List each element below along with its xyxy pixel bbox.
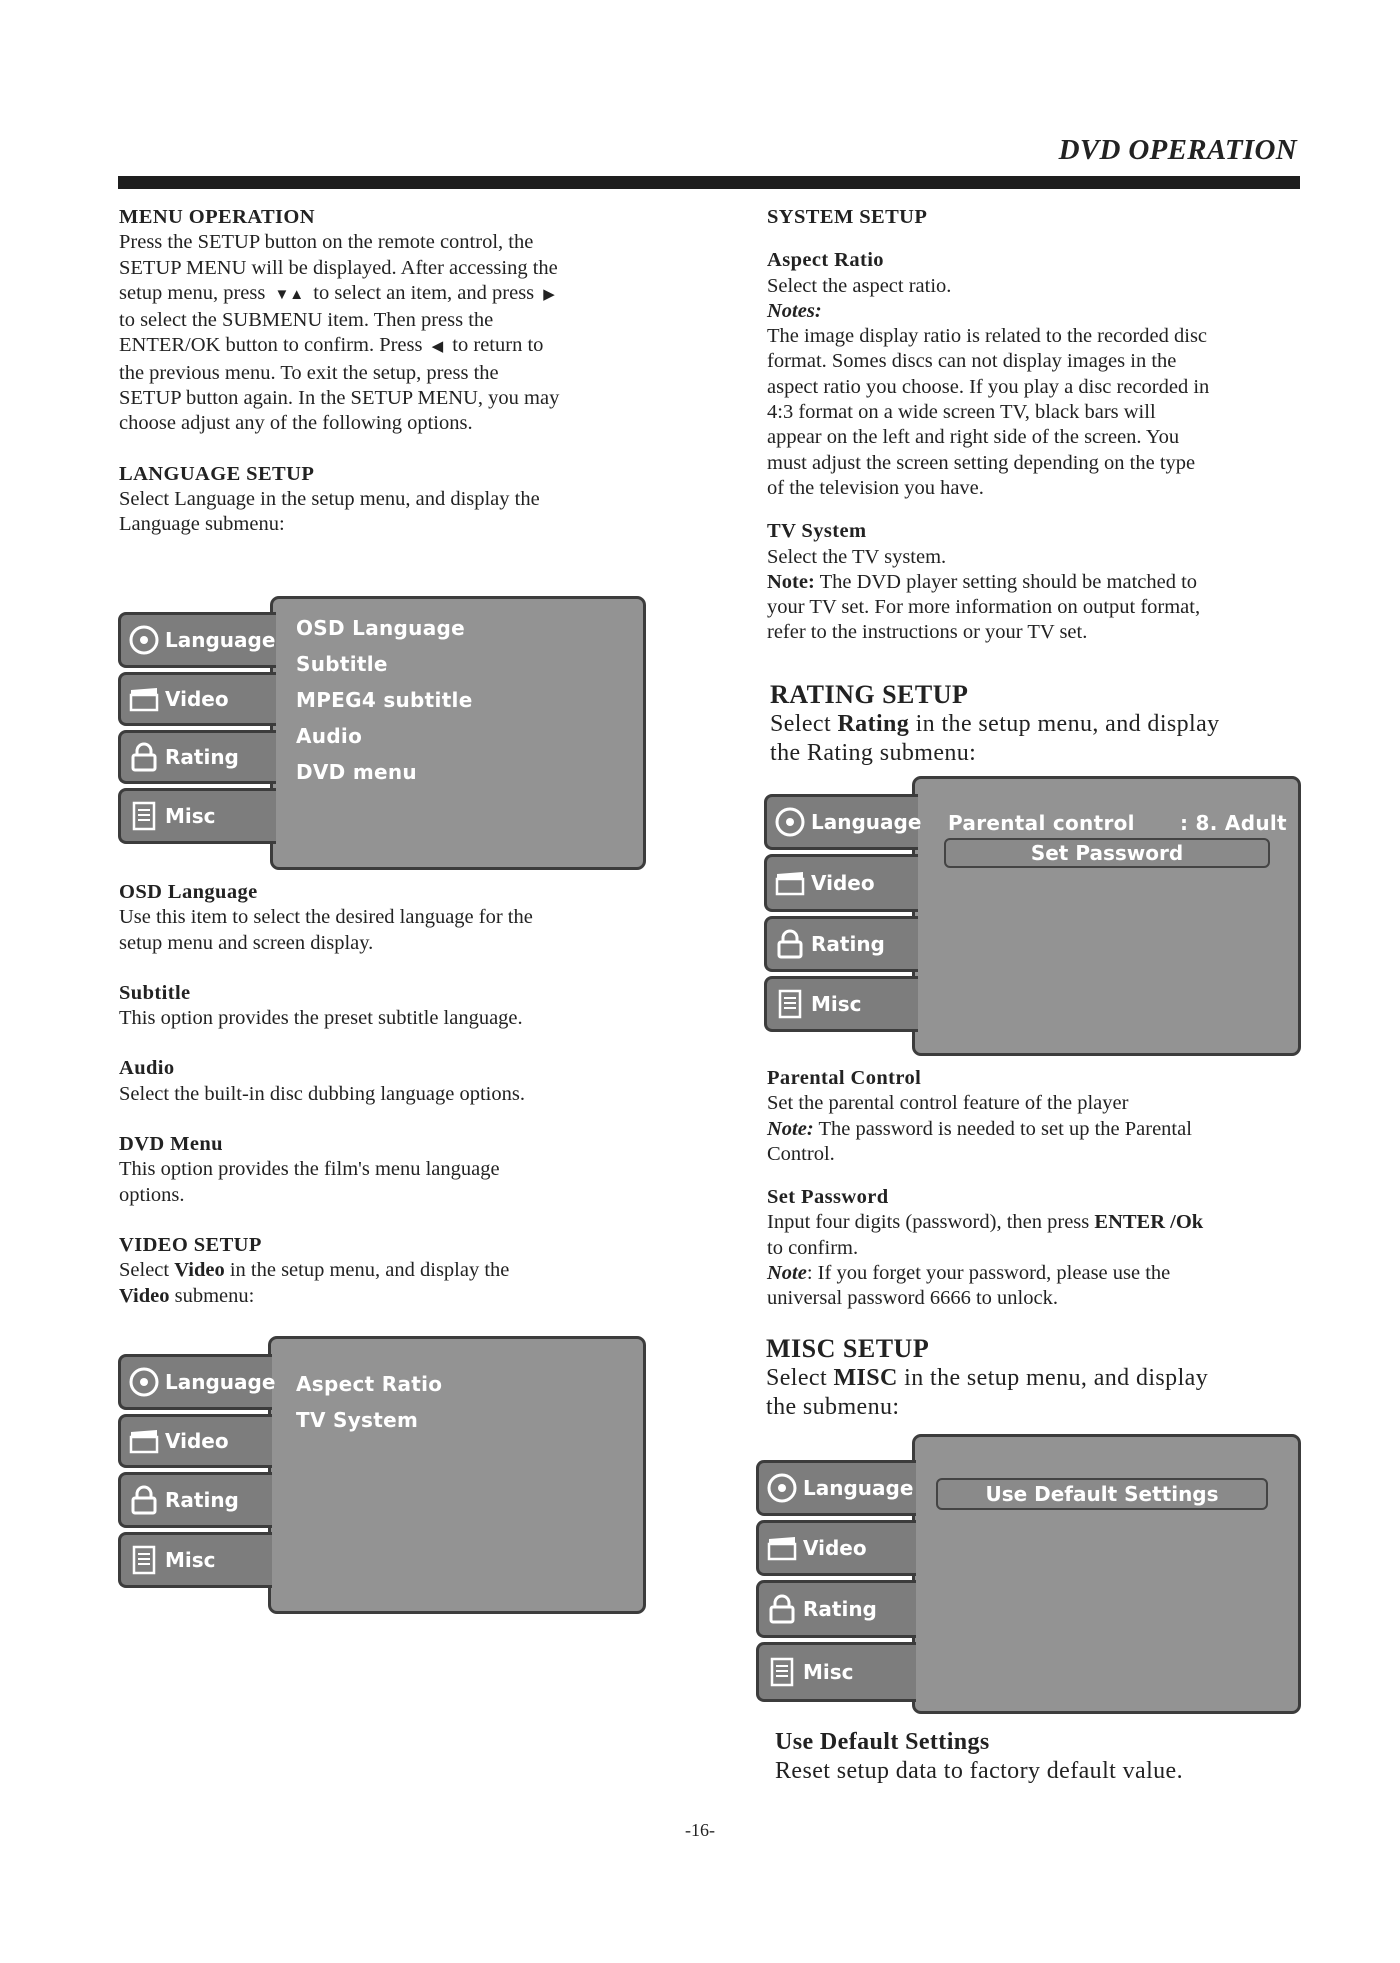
rating-lock-icon	[129, 1485, 159, 1515]
paragraph-fragment: The DVD player setting should be matched to	[819, 570, 1198, 593]
paragraph-line: Reset setup data to factory default value.	[775, 1758, 1183, 1784]
menu-tab-label: Misc	[803, 1660, 854, 1684]
paragraph-line: The image display ratio is related to the recorded disc	[767, 325, 1208, 348]
paragraph-fragment: to return to	[452, 334, 544, 357]
paragraph-bold: ENTER /Ok	[1094, 1211, 1204, 1234]
menu-option-mpeg4-subtitle[interactable]: MPEG4 subtitle	[296, 688, 473, 712]
audio-heading: Audio	[119, 1057, 175, 1080]
paragraph-line: This option provides the preset subtitle language.	[119, 1007, 523, 1030]
paragraph-line: aspect ratio you choose. If you play a disc recorded in	[767, 375, 1210, 398]
paragraph-fragment: Select	[119, 1259, 170, 1282]
paragraph-fragment: in the setup menu, and display	[904, 1365, 1209, 1391]
paragraph-bold: Video	[174, 1259, 225, 1282]
language-disc-icon	[767, 1473, 797, 1503]
paragraph-line: universal password 6666 to unlock.	[767, 1287, 1058, 1310]
paragraph-bold: Rating	[837, 711, 910, 737]
spacer	[767, 1167, 1307, 1185]
paragraph-line	[119, 281, 659, 308]
language-options-section	[119, 880, 659, 1309]
menu-operation-section	[119, 205, 659, 538]
menu-option-osd-language[interactable]: OSD Language	[296, 616, 465, 640]
rating-setup-heading: RATING SETUP	[770, 680, 969, 709]
menu-tab-language[interactable]	[118, 612, 276, 668]
menu-option-aspect-ratio[interactable]: Aspect Ratio	[296, 1372, 443, 1396]
paragraph-line: refer to the instructions or your TV set.	[767, 621, 1088, 644]
language-disc-icon	[129, 625, 159, 655]
paragraph-fragment: ENTER/OK button to confirm. Press	[119, 334, 423, 357]
menu-tab-video[interactable]	[118, 672, 276, 726]
menu-option-audio[interactable]: Audio	[296, 724, 363, 748]
paragraph-line: must adjust the screen setting depending on the type	[767, 451, 1196, 474]
menu-tab-label: Rating	[165, 1488, 239, 1512]
use-default-settings-button[interactable]: Use Default Settings	[936, 1478, 1268, 1510]
parental-control-heading: Parental Control	[767, 1067, 922, 1089]
paragraph-line: the submenu:	[766, 1394, 900, 1420]
menu-tab-label: Misc	[165, 1548, 216, 1572]
paragraph-line: 4:3 format on a wide screen TV, black bars will	[767, 401, 1156, 424]
paragraph-line: Press the SETUP button on the remote control, the	[119, 231, 534, 254]
page-number: -16-	[685, 1820, 715, 1840]
misc-submenu-screen	[756, 1434, 1301, 1714]
spacer	[119, 956, 659, 981]
paragraph-line: choose adjust any of the following options.	[119, 412, 473, 435]
paragraph-line: your TV set. For more information on output format,	[767, 596, 1201, 619]
misc-setup-heading: MISC SETUP	[766, 1334, 930, 1363]
paragraph-line: setup menu and screen display.	[119, 931, 374, 954]
use-default-heading: Use Default Settings	[775, 1729, 990, 1755]
rating-lock-icon	[129, 742, 159, 772]
paragraph-fragment: Select	[766, 1365, 828, 1391]
spacer	[767, 230, 1307, 248]
menu-tab-label: Language	[165, 1370, 276, 1394]
language-disc-icon	[775, 807, 805, 837]
paragraph-line	[766, 1364, 1306, 1393]
note-label: Note	[767, 1262, 807, 1285]
paragraph-fragment: in the setup menu, and display	[915, 711, 1220, 737]
paragraph-line	[119, 333, 659, 360]
set-password-button[interactable]: Set Password	[944, 838, 1270, 868]
menu-tab-misc[interactable]	[764, 976, 918, 1032]
menu-tab-label: Video	[803, 1536, 867, 1560]
subtitle-heading: Subtitle	[119, 981, 191, 1004]
osd-language-heading: OSD Language	[119, 881, 258, 903]
language-disc-icon	[129, 1367, 159, 1397]
misc-document-icon	[775, 989, 805, 1019]
menu-tab-misc[interactable]	[756, 1642, 916, 1702]
video-clapper-icon	[775, 868, 805, 898]
aspect-ratio-heading: Aspect Ratio	[767, 249, 884, 272]
paragraph-line: Use this item to select the desired language for the	[119, 906, 533, 929]
menu-tab-rating[interactable]	[118, 730, 276, 784]
menu-tab-label: Video	[165, 1429, 229, 1453]
video-clapper-icon	[129, 1426, 159, 1456]
paragraph-line	[767, 1117, 1307, 1142]
paragraph-line: to confirm.	[767, 1236, 859, 1259]
paragraph-line	[119, 1284, 659, 1309]
paragraph-fragment: : If you forget your password, please use the	[806, 1262, 1171, 1285]
spacer	[119, 1208, 659, 1233]
paragraph-fragment: setup menu, press	[119, 281, 266, 304]
misc-document-icon	[767, 1657, 797, 1687]
paragraph-line: Select the built-in disc dubbing language options.	[119, 1082, 525, 1105]
paragraph-line: This option provides the film's menu language	[119, 1158, 500, 1181]
menu-option-dvd-menu[interactable]: DVD menu	[296, 760, 417, 784]
menu-tab-language[interactable]	[756, 1460, 916, 1516]
parental-control-section	[767, 1066, 1307, 1312]
misc-setup-section	[766, 1334, 1306, 1422]
paragraph-fragment: The password is needed to set up the Parental	[818, 1117, 1192, 1140]
language-setup-heading: LANGUAGE SETUP	[119, 462, 315, 485]
language-submenu-screen	[118, 596, 648, 870]
menu-tab-label: Misc	[165, 804, 216, 828]
menu-tab-video[interactable]	[118, 1414, 272, 1468]
paragraph-line: of the television you have.	[767, 476, 984, 499]
paragraph-line: SETUP MENU will be displayed. After accessing the	[119, 256, 558, 279]
header-rule	[118, 176, 1300, 189]
dvd-menu-heading: DVD Menu	[119, 1133, 223, 1156]
video-clapper-icon	[129, 684, 159, 714]
set-password-heading: Set Password	[767, 1186, 889, 1209]
menu-tab-label: Video	[165, 687, 229, 711]
paragraph-line	[770, 710, 1310, 739]
menu-tab-label: Misc	[811, 992, 862, 1016]
menu-option-subtitle[interactable]: Subtitle	[296, 652, 388, 676]
paragraph-line	[767, 1210, 1307, 1235]
video-clapper-icon	[767, 1533, 797, 1563]
menu-tab-label: Rating	[165, 745, 239, 769]
use-default-section	[775, 1728, 1305, 1786]
misc-document-icon	[129, 1545, 159, 1575]
menu-tab-label: Language	[811, 810, 922, 834]
menu-option-tv-system[interactable]: TV System	[296, 1408, 419, 1432]
paragraph-fragment: to select an item, and press	[313, 281, 535, 304]
misc-document-icon	[129, 801, 159, 831]
menu-tab-rating[interactable]	[756, 1580, 916, 1638]
menu-tab-misc[interactable]	[118, 1532, 272, 1588]
menu-tab-video[interactable]	[764, 854, 918, 912]
menu-operation-heading: MENU OPERATION	[119, 206, 315, 228]
paragraph-bold: Video	[119, 1284, 170, 1307]
right-arrow-icon: ▶	[543, 286, 555, 303]
submenu-panel	[912, 1434, 1301, 1714]
spacer	[119, 1031, 659, 1056]
menu-tab-label: Language	[803, 1476, 914, 1500]
paragraph-bold: MISC	[833, 1365, 898, 1391]
menu-tab-label: Language	[165, 628, 276, 652]
system-setup-section	[767, 205, 1307, 646]
paragraph-line: the previous menu. To exit the setup, press the	[119, 361, 499, 384]
down-up-arrows-icon: ▼▲	[274, 286, 305, 303]
menu-tab-video[interactable]	[756, 1520, 916, 1576]
paragraph-line: Language submenu:	[119, 513, 285, 536]
menu-tab-misc[interactable]	[118, 788, 276, 844]
paragraph-line	[767, 1261, 1307, 1286]
note-label: Note:	[767, 570, 815, 593]
paragraph-line: Control.	[767, 1142, 835, 1165]
menu-tab-language[interactable]	[764, 794, 922, 850]
menu-tab-language[interactable]	[118, 1354, 276, 1410]
notes-label: Notes:	[767, 299, 822, 322]
menu-tab-label: Rating	[811, 932, 885, 956]
rating-submenu-screen	[764, 776, 1301, 1056]
paragraph-line: appear on the left and right side of the screen. You	[767, 426, 1180, 449]
note-label: Note:	[767, 1117, 814, 1140]
video-submenu-screen	[118, 1336, 648, 1614]
paragraph-fragment: submenu:	[174, 1284, 255, 1307]
paragraph-line: format. Somes discs can not display images in the	[767, 350, 1177, 373]
paragraph-fragment: Select	[770, 711, 832, 737]
menu-tab-label: Video	[811, 871, 875, 895]
page-header-title: DVD OPERATION	[1058, 134, 1297, 166]
paragraph-line: options.	[119, 1183, 185, 1206]
spacer	[767, 501, 1307, 519]
paragraph-line: Select the aspect ratio.	[767, 274, 952, 297]
paragraph-line: Select the TV system.	[767, 545, 947, 568]
video-setup-heading: VIDEO SETUP	[119, 1233, 262, 1256]
menu-tab-label: Rating	[803, 1597, 877, 1621]
parental-control-label[interactable]: Parental control	[948, 811, 1135, 835]
menu-tab-rating[interactable]	[764, 916, 918, 972]
rating-setup-section	[770, 680, 1310, 768]
parental-control-value[interactable]: : 8. Adult	[1180, 811, 1287, 835]
tv-system-heading: TV System	[767, 520, 867, 543]
left-arrow-icon: ◀	[431, 339, 444, 356]
rating-lock-icon	[775, 929, 805, 959]
menu-tab-rating[interactable]	[118, 1472, 272, 1528]
paragraph-line: to select the SUBMENU item. Then press the	[119, 309, 494, 332]
system-setup-heading: SYSTEM SETUP	[767, 206, 928, 228]
paragraph-line: SETUP button again. In the SETUP MENU, you may	[119, 387, 560, 410]
paragraph-line: Set the parental control feature of the player	[767, 1092, 1129, 1115]
paragraph-line: the Rating submenu:	[770, 740, 977, 766]
paragraph-line	[767, 570, 1307, 595]
paragraph-fragment: Input four digits (password), then press	[767, 1211, 1090, 1234]
paragraph-fragment: in the setup menu, and display the	[229, 1259, 510, 1282]
rating-lock-icon	[767, 1594, 797, 1624]
paragraph-line	[119, 1258, 659, 1283]
spacer	[119, 437, 659, 462]
spacer	[119, 1107, 659, 1132]
paragraph-line: Select Language in the setup menu, and display the	[119, 487, 540, 510]
